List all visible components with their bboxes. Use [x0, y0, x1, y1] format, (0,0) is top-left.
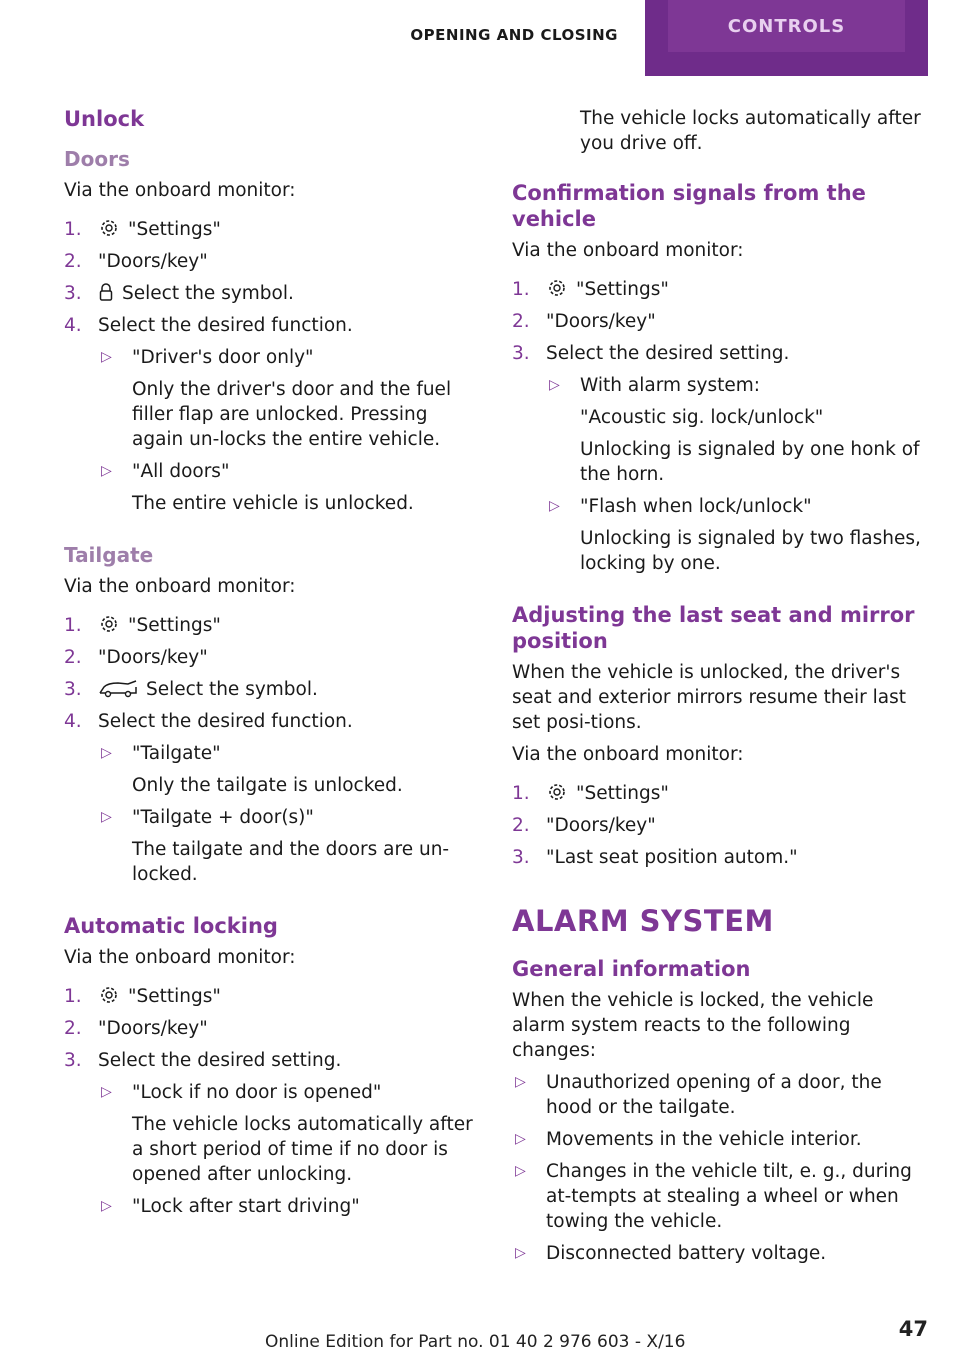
seat-body: When the vehicle is unlocked, the driver's seat and exterior mirrors resume their last set posi-tions. — [512, 662, 907, 733]
auto-lock-continued: The vehicle locks automatically after you drive off. — [580, 108, 921, 154]
left-column — [64, 106, 480, 1226]
option-item: ▷ "All doors" The entire vehicle is unlocked. — [101, 461, 414, 514]
triangle-bullet-icon: ▷ — [515, 1131, 526, 1147]
list-item: ▷ Movements in the vehicle interior. — [515, 1129, 862, 1150]
triangle-bullet-icon: ▷ — [101, 1084, 112, 1100]
confirm-intro: Via the onboard monitor: — [512, 240, 744, 261]
list-item: ▷ Disconnected battery voltage. — [515, 1243, 827, 1264]
right-column — [512, 106, 927, 1273]
list-item: 2. "Doors/key" — [64, 251, 208, 272]
list-item: ▷ Unauthorized opening of a door, the hood or the tailgate. — [515, 1072, 882, 1118]
section-title: OPENING AND CLOSING — [410, 26, 618, 44]
tailgate-steps — [64, 613, 480, 887]
car-tailgate-icon — [98, 678, 138, 698]
list-item: 3. Select the desired setting. ▷ With alarm system: "Acoustic sig. lock/unlock" Unlocking is signaled by one honk of the horn. ▷ "Flash when lock/unlock" Unlocking is signaled by two flashes, locking by one. — [512, 341, 927, 576]
chapter-tab-label: CONTROLS — [668, 0, 905, 52]
list-item: 2. "Doors/key" — [64, 1018, 208, 1039]
edition-note: Online Edition for Part no. 01 40 2 976 603 - X/16 — [265, 1332, 686, 1352]
list-item: 1. "Settings" — [512, 783, 669, 804]
alarm-body: When the vehicle is locked, the vehicle alarm system reacts to the following changes: — [512, 990, 874, 1061]
list-item: 1. "Settings" — [64, 986, 221, 1007]
gear-icon — [98, 218, 120, 238]
list-item: 3. "Last seat position autom." — [512, 847, 798, 868]
triangle-bullet-icon: ▷ — [515, 1074, 526, 1090]
option-item: ▷ With alarm system: "Acoustic sig. lock/unlock" Unlocking is signaled by one honk of the horn. — [549, 375, 920, 485]
doors-steps — [64, 217, 480, 516]
gear-icon — [98, 614, 120, 634]
list-item: 3. Select the symbol. — [64, 679, 318, 700]
option-item: ▷ "Driver's door only" Only the driver's door and the fuel filler flap are unlocked. Pressing again un-locks the entire vehicle. — [101, 347, 452, 450]
triangle-bullet-icon: ▷ — [101, 745, 112, 761]
page-number: 47 — [898, 1317, 928, 1341]
option-item: ▷ "Flash when lock/unlock" Unlocking is signaled by two flashes, locking by one. — [549, 496, 921, 574]
chapter-tab[interactable] — [645, 0, 928, 76]
alarm-items — [512, 1070, 927, 1266]
tailgate-intro: Via the onboard monitor: — [64, 576, 296, 597]
triangle-bullet-icon: ▷ — [101, 809, 112, 825]
seat-intro: Via the onboard monitor: — [512, 744, 744, 765]
heading-tailgate: Tailgate — [64, 543, 154, 567]
gear-icon — [546, 278, 568, 298]
lock-icon — [98, 282, 114, 302]
gear-icon — [546, 782, 568, 802]
seat-steps — [512, 781, 927, 870]
gear-icon — [98, 985, 120, 1005]
list-item: 2. "Doors/key" — [512, 311, 656, 332]
heading-seat-mirror: Adjusting the last seat and mirror position — [512, 603, 915, 653]
heading-alarm-system: ALARM SYSTEM — [512, 904, 774, 938]
page-footer — [0, 1317, 960, 1362]
option-item: ▷ "Tailgate" Only the tailgate is unlocked. — [101, 743, 403, 796]
heading-doors: Doors — [64, 147, 130, 171]
doors-intro: Via the onboard monitor: — [64, 180, 296, 201]
triangle-bullet-icon: ▷ — [549, 498, 560, 514]
heading-unlock: Unlock — [64, 107, 145, 131]
confirm-steps — [512, 277, 927, 576]
auto-lock-steps — [64, 984, 480, 1219]
auto-lock-intro: Via the onboard monitor: — [64, 947, 296, 968]
triangle-bullet-icon: ▷ — [515, 1245, 526, 1261]
list-item: 3. Select the symbol. — [64, 283, 294, 304]
option-item: ▷ "Tailgate + door(s)" The tailgate and the doors are un-locked. — [101, 807, 450, 885]
list-item: 2. "Doors/key" — [512, 815, 656, 836]
list-item: 4. Select the desired function. ▷ "Driver's door only" Only the driver's door and the fuel filler flap are unlocked. Pressing again un-locks the entire vehicle. ▷ "All doors" The entire vehicle is unlocked. — [64, 313, 480, 516]
triangle-bullet-icon: ▷ — [549, 377, 560, 393]
list-item: 1. "Settings" — [64, 615, 221, 636]
list-item: 4. Select the desired function. ▷ "Tailgate" Only the tailgate is unlocked. ▷ "Tailgate + door(s)" The tailgate and the doors are un-locked. — [64, 709, 480, 887]
heading-automatic-locking: Automatic locking — [64, 914, 278, 938]
list-item: 1. "Settings" — [64, 219, 221, 240]
list-item: 1. "Settings" — [512, 279, 669, 300]
option-item: ▷ "Lock after start driving" — [101, 1196, 360, 1217]
page-header — [0, 0, 960, 76]
option-item: ▷ "Lock if no door is opened" The vehicle locks automatically after a short period of time if no door is opened after unlocking. — [101, 1082, 473, 1185]
list-item: 2. "Doors/key" — [64, 647, 208, 668]
triangle-bullet-icon: ▷ — [101, 463, 112, 479]
triangle-bullet-icon: ▷ — [101, 349, 112, 365]
triangle-bullet-icon: ▷ — [101, 1198, 112, 1214]
list-item: 3. Select the desired setting. ▷ "Lock if no door is opened" The vehicle locks automatically after a short period of time if no door is opened after unlocking. ▷ "Lock after start driving" — [64, 1048, 480, 1219]
heading-general-information: General information — [512, 957, 751, 981]
heading-confirmation-signals: Confirmation signals from the vehicle — [512, 181, 866, 231]
list-item: ▷ Changes in the vehicle tilt, e. g., during at-tempts at stealing a wheel or when towing the vehicle. — [515, 1161, 912, 1232]
triangle-bullet-icon: ▷ — [515, 1163, 526, 1179]
